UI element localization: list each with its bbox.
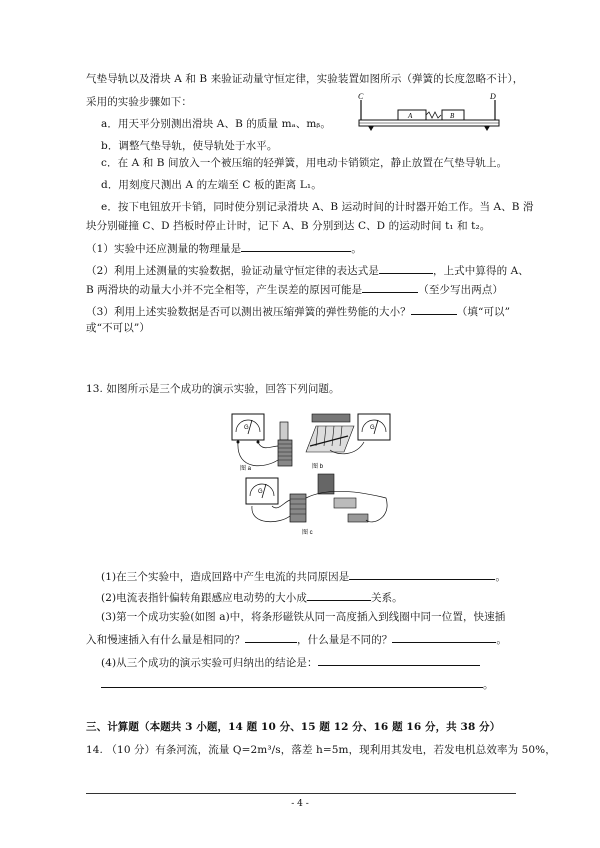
q12-sub2-line2 — [86, 281, 503, 297]
fig-b-caption: 图 b — [312, 464, 324, 470]
fig-label-c: C — [358, 92, 364, 101]
q12-step-e-line2: 块分别碰撞 C、D 挡板时停止计时，记下 A、B 分别到达 C、D 的运动时间 t₁ 和 t₂。 — [86, 220, 491, 232]
fig-a-caption: 图 a — [240, 466, 252, 472]
q13-s1-end: 。 — [495, 571, 506, 583]
footer-divider — [86, 793, 516, 794]
q13-s4-line2 — [101, 676, 494, 692]
q13-s3-text: 入和慢速插入有什么量是相同的？ — [86, 634, 245, 646]
q12-sub3 — [86, 303, 510, 319]
page-number: - 4 - — [291, 799, 309, 809]
q12-step-a: a．用天平分别测出滑块 A、B 的质量 mₐ、mᵦ。 — [101, 118, 331, 130]
q13-s3-text2: ，什么量是不同的？ — [297, 634, 393, 646]
fig-c-caption: 图 c — [302, 530, 313, 536]
q12-step-e-line1: e．按下电钮放开卡销，同时使分别记录滑块 A、B 运动时间的计时器开始工作。当 A、B 滑 — [101, 201, 534, 213]
q12-sub3-line2: 或“不可以”） — [86, 322, 150, 334]
q12-sub2-text3: B 两滑块的动量大小并不完全相等，产生误差的原因可能是 — [86, 284, 363, 296]
q13-s4-line1 — [101, 654, 480, 670]
section3-heading: 三、计算题（本题共 3 小题，14 题 10 分、15 题 12 分、16 题 16 分，共 38 分） — [86, 721, 501, 733]
fig-label-a: A — [408, 112, 413, 120]
q12-sub2 — [86, 262, 529, 278]
q13-s2-answer-blank[interactable] — [307, 589, 371, 601]
q12-step-b: b．调整气垫导轨，使导轨处于水平。 — [101, 140, 278, 152]
q13-s3-line1: (3)第一个成功实验(如图 a)中，将条形磁铁从同一高度插入到线圈中同一位置，快速插 — [101, 611, 506, 623]
q13-s1-answer-blank[interactable] — [349, 568, 495, 580]
q13-s4-text: (4)从三个成功的演示实验可归纳出的结论是： — [101, 657, 318, 669]
fig-label-b: B — [450, 112, 455, 120]
q12-sub3-text2: （填“可以” — [456, 306, 511, 318]
q12-sub3-answer-blank[interactable] — [411, 303, 457, 315]
q12-intro-line1: 气垫导轨以及滑块 A 和 B 来验证动量守恒定律，实验装置如图所示（弹簧的长度忽略不计）， — [86, 73, 524, 85]
q12-sub2-expression-blank[interactable] — [379, 262, 433, 274]
q14-text: 14. （10 分）有条河流，流量 Q=2m³/s，落差 h=5m，现利用其发电，若发电机总效率为 50%， — [86, 744, 556, 756]
q12-sub2-text: （2）利用上述测量的实验数据，验证动量守恒定律的表达式是 — [86, 265, 379, 277]
q13-title: 13. 如图所示是三个成功的演示实验，回答下列问题。 — [86, 383, 340, 395]
q12-step-c: c．在 A 和 B 间放入一个被压缩的轻弹簧，用电动卡销锁定，静止放置在气垫导轨上。 — [101, 157, 508, 169]
q13-s2-text: (2)电流表指针偏转角跟感应电动势的大小成 — [101, 592, 307, 604]
q13-figure — [226, 402, 396, 540]
air-track-figure — [354, 92, 504, 134]
q12-step-d: d．用刻度尺测出 A 的左端至 C 板的距离 L₁。 — [101, 179, 322, 191]
q13-s4-answer-blank[interactable] — [318, 654, 480, 666]
q12-sub2-error-blank[interactable] — [362, 281, 418, 293]
q12-sub2-text4: （至少写出两点） — [418, 284, 504, 296]
q12-intro-line2: 采用的实验步骤如下： — [86, 96, 192, 108]
fig-a-g-label: G — [244, 425, 249, 431]
fig-label-d: D — [490, 92, 496, 101]
fig-c-g-label: G — [258, 489, 263, 495]
q12-sub3-text: （3）利用上述实验数据是否可以测出被压缩弹簧的弹性势能的大小？ — [86, 306, 411, 318]
q13-s1 — [101, 568, 506, 584]
q13-s3-different-blank[interactable] — [392, 631, 496, 643]
q13-s2 — [101, 589, 403, 605]
q12-sub1-answer-blank[interactable] — [241, 240, 351, 252]
q13-s3-same-blank[interactable] — [245, 631, 297, 643]
q13-s4-end: 。 — [483, 679, 494, 691]
q13-s3-line2 — [86, 631, 507, 647]
q12-sub2-text2: ，上式中算得的 A、 — [432, 265, 529, 277]
q13-s3-end: 。 — [496, 634, 508, 646]
q12-sub1-end: 。 — [351, 243, 362, 255]
q12-sub1 — [86, 240, 362, 256]
fig-b-g-label: G — [370, 425, 375, 431]
q13-s4-answer-blank2[interactable] — [101, 676, 483, 688]
q13-s1-text: (1)在三个实验中，造成回路中产生电流的共同原因是 — [101, 571, 350, 583]
q12-sub1-text: （1）实验中还应测量的物理量是 — [86, 243, 242, 255]
q13-s2-end: 关系。 — [370, 592, 403, 604]
